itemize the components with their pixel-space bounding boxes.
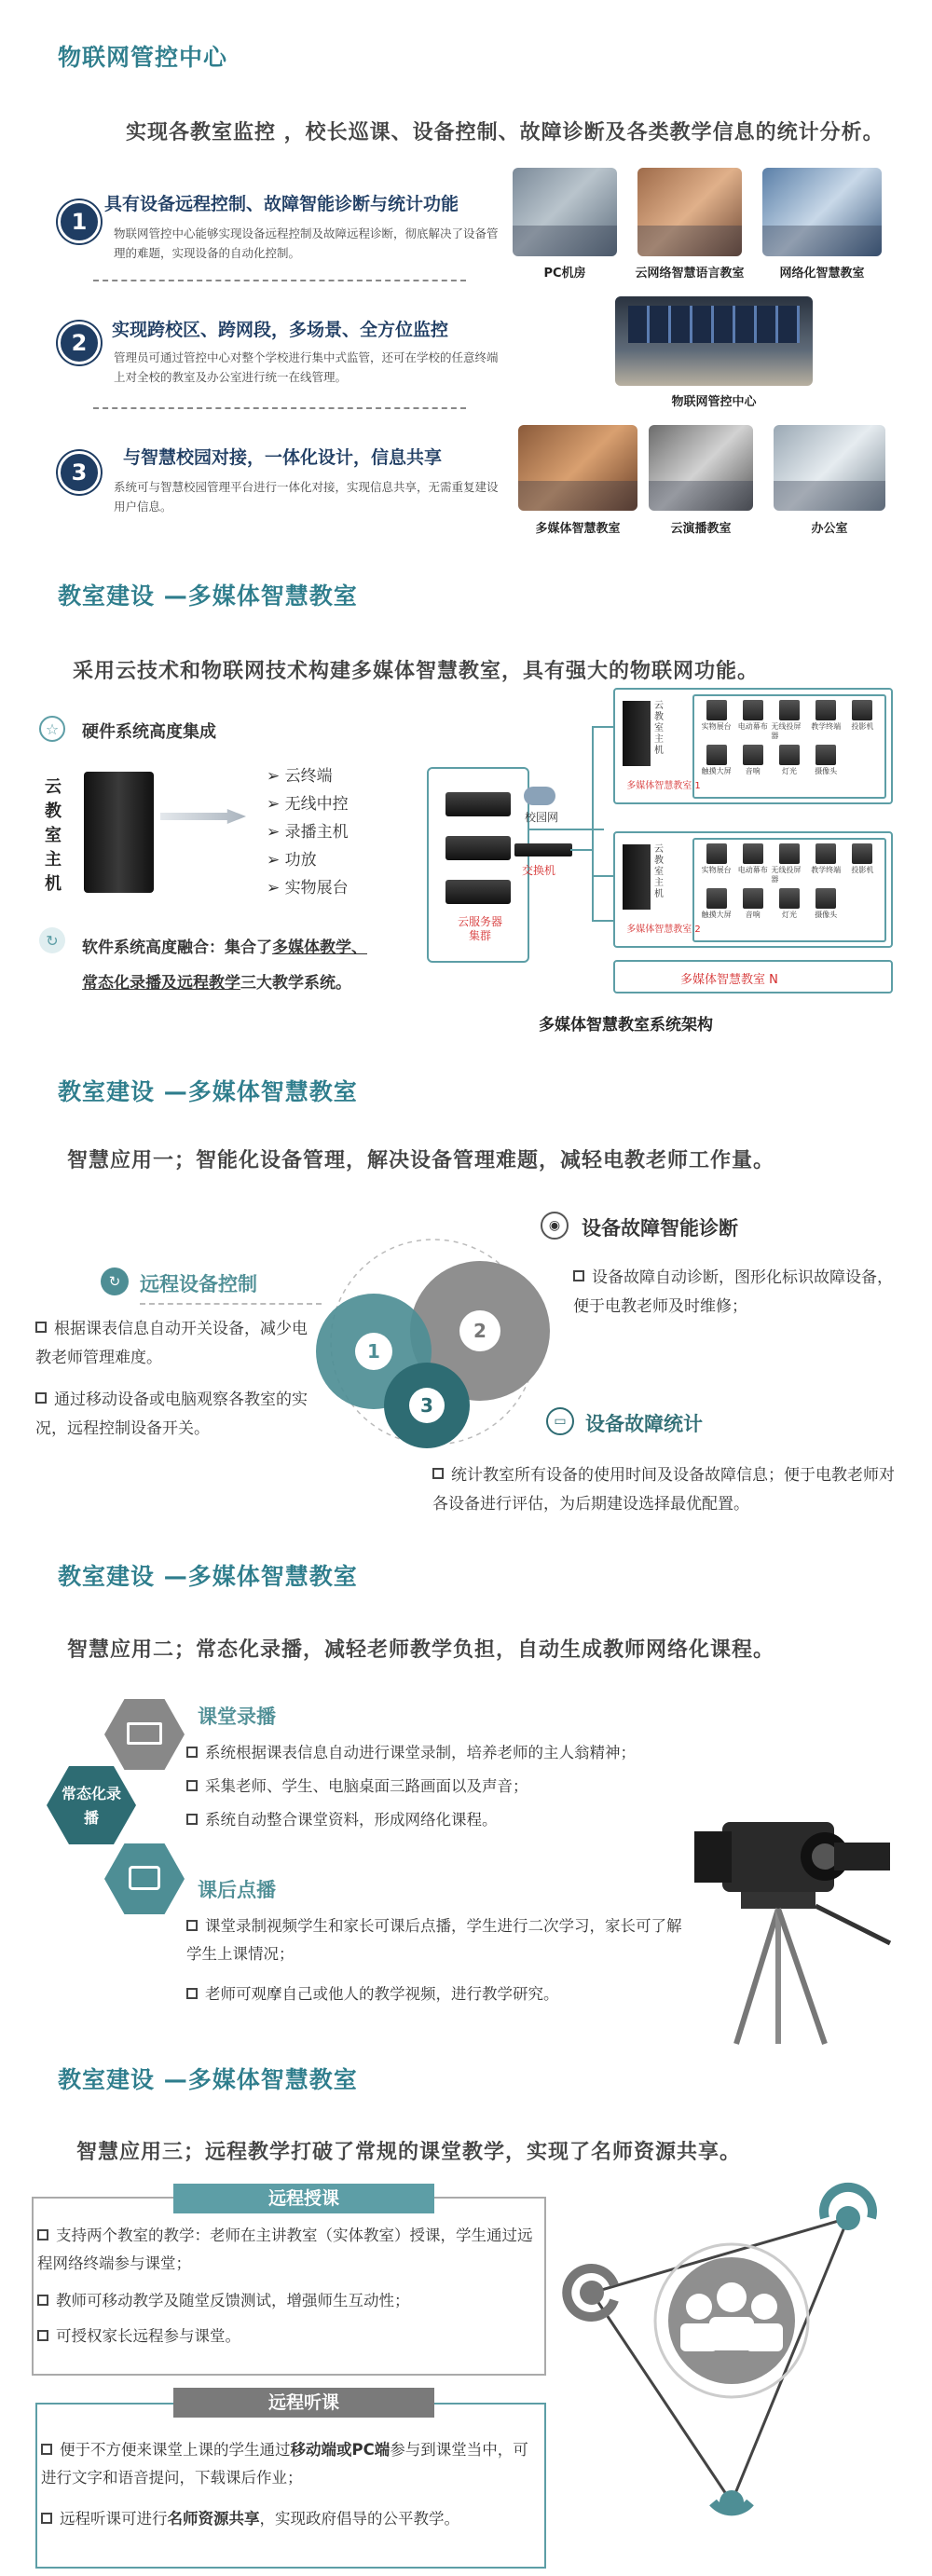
hardware-label: 硬件系统高度集成: [82, 722, 216, 742]
feature-1-number: 1: [58, 200, 101, 243]
host-label: 云教室主机: [654, 701, 664, 756]
remote-item: 通过移动设备或电脑观察各教室的实况，远程控制设备开关。: [35, 1391, 308, 1438]
device-item: 触摸大屏: [698, 745, 734, 776]
refresh-icon: ↻: [101, 1267, 129, 1295]
circle-number: 1: [367, 1340, 380, 1363]
rec-item: 系统根据课表信息自动进行课堂录制，培养老师的主人翁精神；: [186, 1739, 708, 1767]
device-icon: [706, 888, 727, 909]
device-item: 实物展台: [698, 700, 734, 741]
section3-title: 教室建设 —多媒体智慧教室: [58, 1078, 358, 1105]
photo-caption: 云演播教室: [670, 522, 732, 536]
section1-title: 物联网管控中心: [58, 44, 228, 71]
photo-language-room: [637, 168, 742, 256]
photo-pc-room: [513, 168, 617, 256]
stat-title: 设备故障统计: [585, 1413, 703, 1435]
device-panel: [692, 838, 886, 942]
device-icon: [743, 843, 763, 864]
photo-iot-center: [615, 296, 813, 386]
device-item: 灯光: [771, 888, 807, 920]
remote-title: 远程设备控制: [140, 1273, 257, 1295]
device-item: 触摸大屏: [698, 888, 734, 920]
device-icon: [779, 888, 800, 909]
software-text: 软件系统高度融合：集合了多媒体教学、 常态化录播及远程教学三大教学系统。: [82, 939, 367, 993]
photo-office: [774, 425, 885, 511]
camera-icon: ◉: [541, 1212, 569, 1240]
teach-title: 远程授课: [173, 2184, 434, 2213]
photo-caption: 物联网管控中心: [671, 395, 757, 409]
server-icon: [445, 880, 511, 904]
remote-item: 根据课表信息自动开关设备，减少电教老师管理难度。: [35, 1320, 308, 1367]
device-icon: [706, 700, 727, 720]
host-icon: [623, 844, 651, 910]
cloud-host-device: [84, 772, 154, 893]
hex-label: 常态化录播: [62, 1785, 122, 1827]
campus-net-label: 校园网: [525, 811, 559, 824]
host-icon: [623, 701, 651, 766]
device-icon: [706, 843, 727, 864]
photo-caption: 云网络智慧语言教室: [635, 267, 745, 281]
device-item: ➢ 录播主机: [267, 823, 349, 842]
device-icon: [743, 745, 763, 765]
photo-caption: PC机房: [543, 267, 586, 281]
video-camera-illustration: [685, 1794, 909, 2046]
circle-number: 2: [473, 1320, 487, 1342]
cloud-icon: [524, 787, 555, 805]
server-icon: [445, 792, 511, 816]
host-label: 云教室主机: [654, 844, 664, 899]
photo-caption: 网络化智慧教室: [779, 267, 865, 281]
device-item: 无线投屏器: [771, 700, 807, 741]
room-2-label: 多媒体智慧教室 2: [626, 925, 701, 935]
device-item: 无线投屏器: [771, 843, 807, 884]
room-n-label: 多媒体智慧教室 N: [680, 973, 778, 987]
cycle-icon: ↻: [39, 927, 65, 953]
play-title: 课后点播: [198, 1879, 276, 1901]
stat-text: 统计教室所有设备的使用时间及设备故障信息；便于电教老师对各设备进行评估，为后期建设选择最优配置。: [432, 1466, 895, 1514]
feature-1-title: 具有设备远程控制、故障智能诊断与统计功能: [104, 194, 459, 214]
feature-3-number: 3: [58, 451, 101, 494]
device-item: 投影机: [844, 700, 881, 741]
play-item: 老师可观摩自己或他人的教学视频，进行教学研究。: [186, 1980, 694, 2008]
switch-label: 交换机: [522, 864, 556, 877]
photo-studio-room: [649, 425, 753, 511]
circle-number: 3: [420, 1394, 433, 1417]
device-item: ➢ 实物展台: [267, 879, 349, 897]
switch-icon: [514, 843, 572, 856]
device-icon: [852, 843, 872, 864]
section2-title: 教室建设 —多媒体智慧教室: [58, 582, 358, 610]
section3-subhead: 智慧应用一；智能化设备管理，解决设备管理难题，减轻电教老师工作量。: [67, 1149, 775, 1172]
divider: [93, 280, 466, 281]
photo-multimedia-room: [518, 425, 637, 511]
section5-title: 教室建设 —多媒体智慧教室: [58, 2066, 358, 2093]
listen-item: 远程听课可进行名师资源共享，实现政府倡导的公平教学。: [41, 2505, 540, 2533]
listen-item: 便于不方便来课堂上课的学生通过移动端或PC端参与到课堂当中，可进行文字和语音提问，下载课后作业；: [41, 2441, 528, 2487]
section5-subhead: 智慧应用三；远程教学打破了常规的课堂教学，实现了名师资源共享。: [76, 2141, 742, 2164]
cluster-label: 云服务器集群: [457, 915, 502, 942]
diag-text: 设备故障自动诊断，图形化标识故障设备，便于电教老师及时维修；: [573, 1268, 893, 1316]
device-icon: [779, 700, 800, 720]
server-icon: [445, 836, 511, 860]
section2-subhead: 采用云技术和物联网技术构建多媒体智慧教室，具有强大的物联网功能。: [73, 660, 760, 683]
section1-subhead: 实现各教室监控 ，校长巡课、设备控制、故障诊断及各类教学信息的统计分析。: [126, 121, 884, 144]
video-icon: [129, 1866, 160, 1890]
feature-2-number: 2: [58, 322, 101, 364]
rec-item: 系统自动整合课堂资料，形成网络化课程。: [186, 1806, 708, 1834]
rec-title: 课堂录播: [198, 1706, 276, 1728]
room-1-label: 多媒体智慧教室 1: [626, 781, 701, 791]
device-item: 实物展台: [698, 843, 734, 884]
device-item: ➢ 无线中控: [267, 795, 349, 814]
device-icon: [816, 843, 836, 864]
venn-diagram: [280, 1212, 634, 1491]
feature-2-title: 实现跨校区、跨网段，多场景、全方位监控: [112, 320, 449, 340]
device-item: 教学终端: [808, 700, 844, 741]
feature-3-title: 与智慧校园对接，一体化设计，信息共享: [123, 447, 443, 468]
device-icon: [743, 888, 763, 909]
diagram-caption: 多媒体智慧教室系统架构: [539, 1016, 713, 1035]
device-panel: [692, 694, 886, 799]
laptop-icon: [127, 1722, 162, 1745]
device-icon: [816, 888, 836, 909]
feature-3-text: 系统可与智慧校园管理平台进行一体化对接，实现信息共享，无需重复建设用户信息。: [114, 480, 499, 514]
photo-network-room: [762, 168, 882, 256]
device-item: 教学终端: [808, 843, 844, 884]
device-label: 云教室主机: [45, 777, 62, 894]
feature-2-text: 管理员可通过管控中心对整个学校进行集中式监管，还可在学校的任意终端上对全校的教室及办公室进行统一在线管理。: [114, 350, 499, 384]
device-icon: [779, 745, 800, 765]
divider: [93, 407, 466, 409]
device-icon: [743, 700, 763, 720]
device-icon: [816, 700, 836, 720]
device-item: ➢ 功放: [267, 851, 317, 870]
device-item: 灯光: [771, 745, 807, 776]
device-item: 电动幕布: [734, 843, 771, 884]
section4-subhead: 智慧应用二；常态化录播，减轻老师教学负担，自动生成教师网络化课程。: [67, 1638, 775, 1662]
network-illustration: [545, 2181, 918, 2554]
device-item: 投影机: [844, 843, 881, 884]
photo-caption: 办公室: [811, 522, 848, 536]
play-item: 课堂录制视频学生和家长可课后点播，学生进行二次学习，家长可了解学生上课情况；: [186, 1917, 682, 1963]
teach-item: 支持两个教室的教学：老师在主讲教室（实体教室）授课，学生通过远程网络终端参与课堂；: [37, 2227, 533, 2272]
device-item: ➢ 云终端: [267, 767, 333, 786]
listen-title: 远程听课: [173, 2388, 434, 2418]
photo-caption: 多媒体智慧教室: [535, 522, 621, 536]
section4-title: 教室建设 —多媒体智慧教室: [58, 1563, 358, 1590]
device-icon: [706, 745, 727, 765]
device-icon: [779, 843, 800, 864]
teach-item: 教师可移动教学及随堂反馈测试，增强师生互动性；: [37, 2287, 541, 2315]
device-item: 电动幕布: [734, 700, 771, 741]
feature-1-text: 物联网管控中心能够实现设备远程控制及故障远程诊断，彻底解决了设备管理的难题，实现设备的自动化控制。: [114, 226, 499, 260]
divider: [140, 1303, 322, 1305]
device-item: 音响: [734, 745, 771, 776]
device-item: 音响: [734, 888, 771, 920]
teach-item: 可授权家长远程参与课堂。: [37, 2323, 541, 2350]
device-item: 摄像头: [808, 888, 844, 920]
device-icon: [852, 700, 872, 720]
monitor-icon: ▭: [546, 1407, 574, 1435]
rec-item: 采集老师、学生、电脑桌面三路画面以及声音；: [186, 1773, 708, 1801]
star-icon: ☆: [39, 716, 65, 742]
branch-lines: [570, 708, 613, 923]
device-item: 摄像头: [808, 745, 844, 776]
arrow-icon: [160, 809, 246, 824]
device-icon: [816, 745, 836, 765]
diag-title: 设备故障智能诊断: [582, 1217, 738, 1240]
